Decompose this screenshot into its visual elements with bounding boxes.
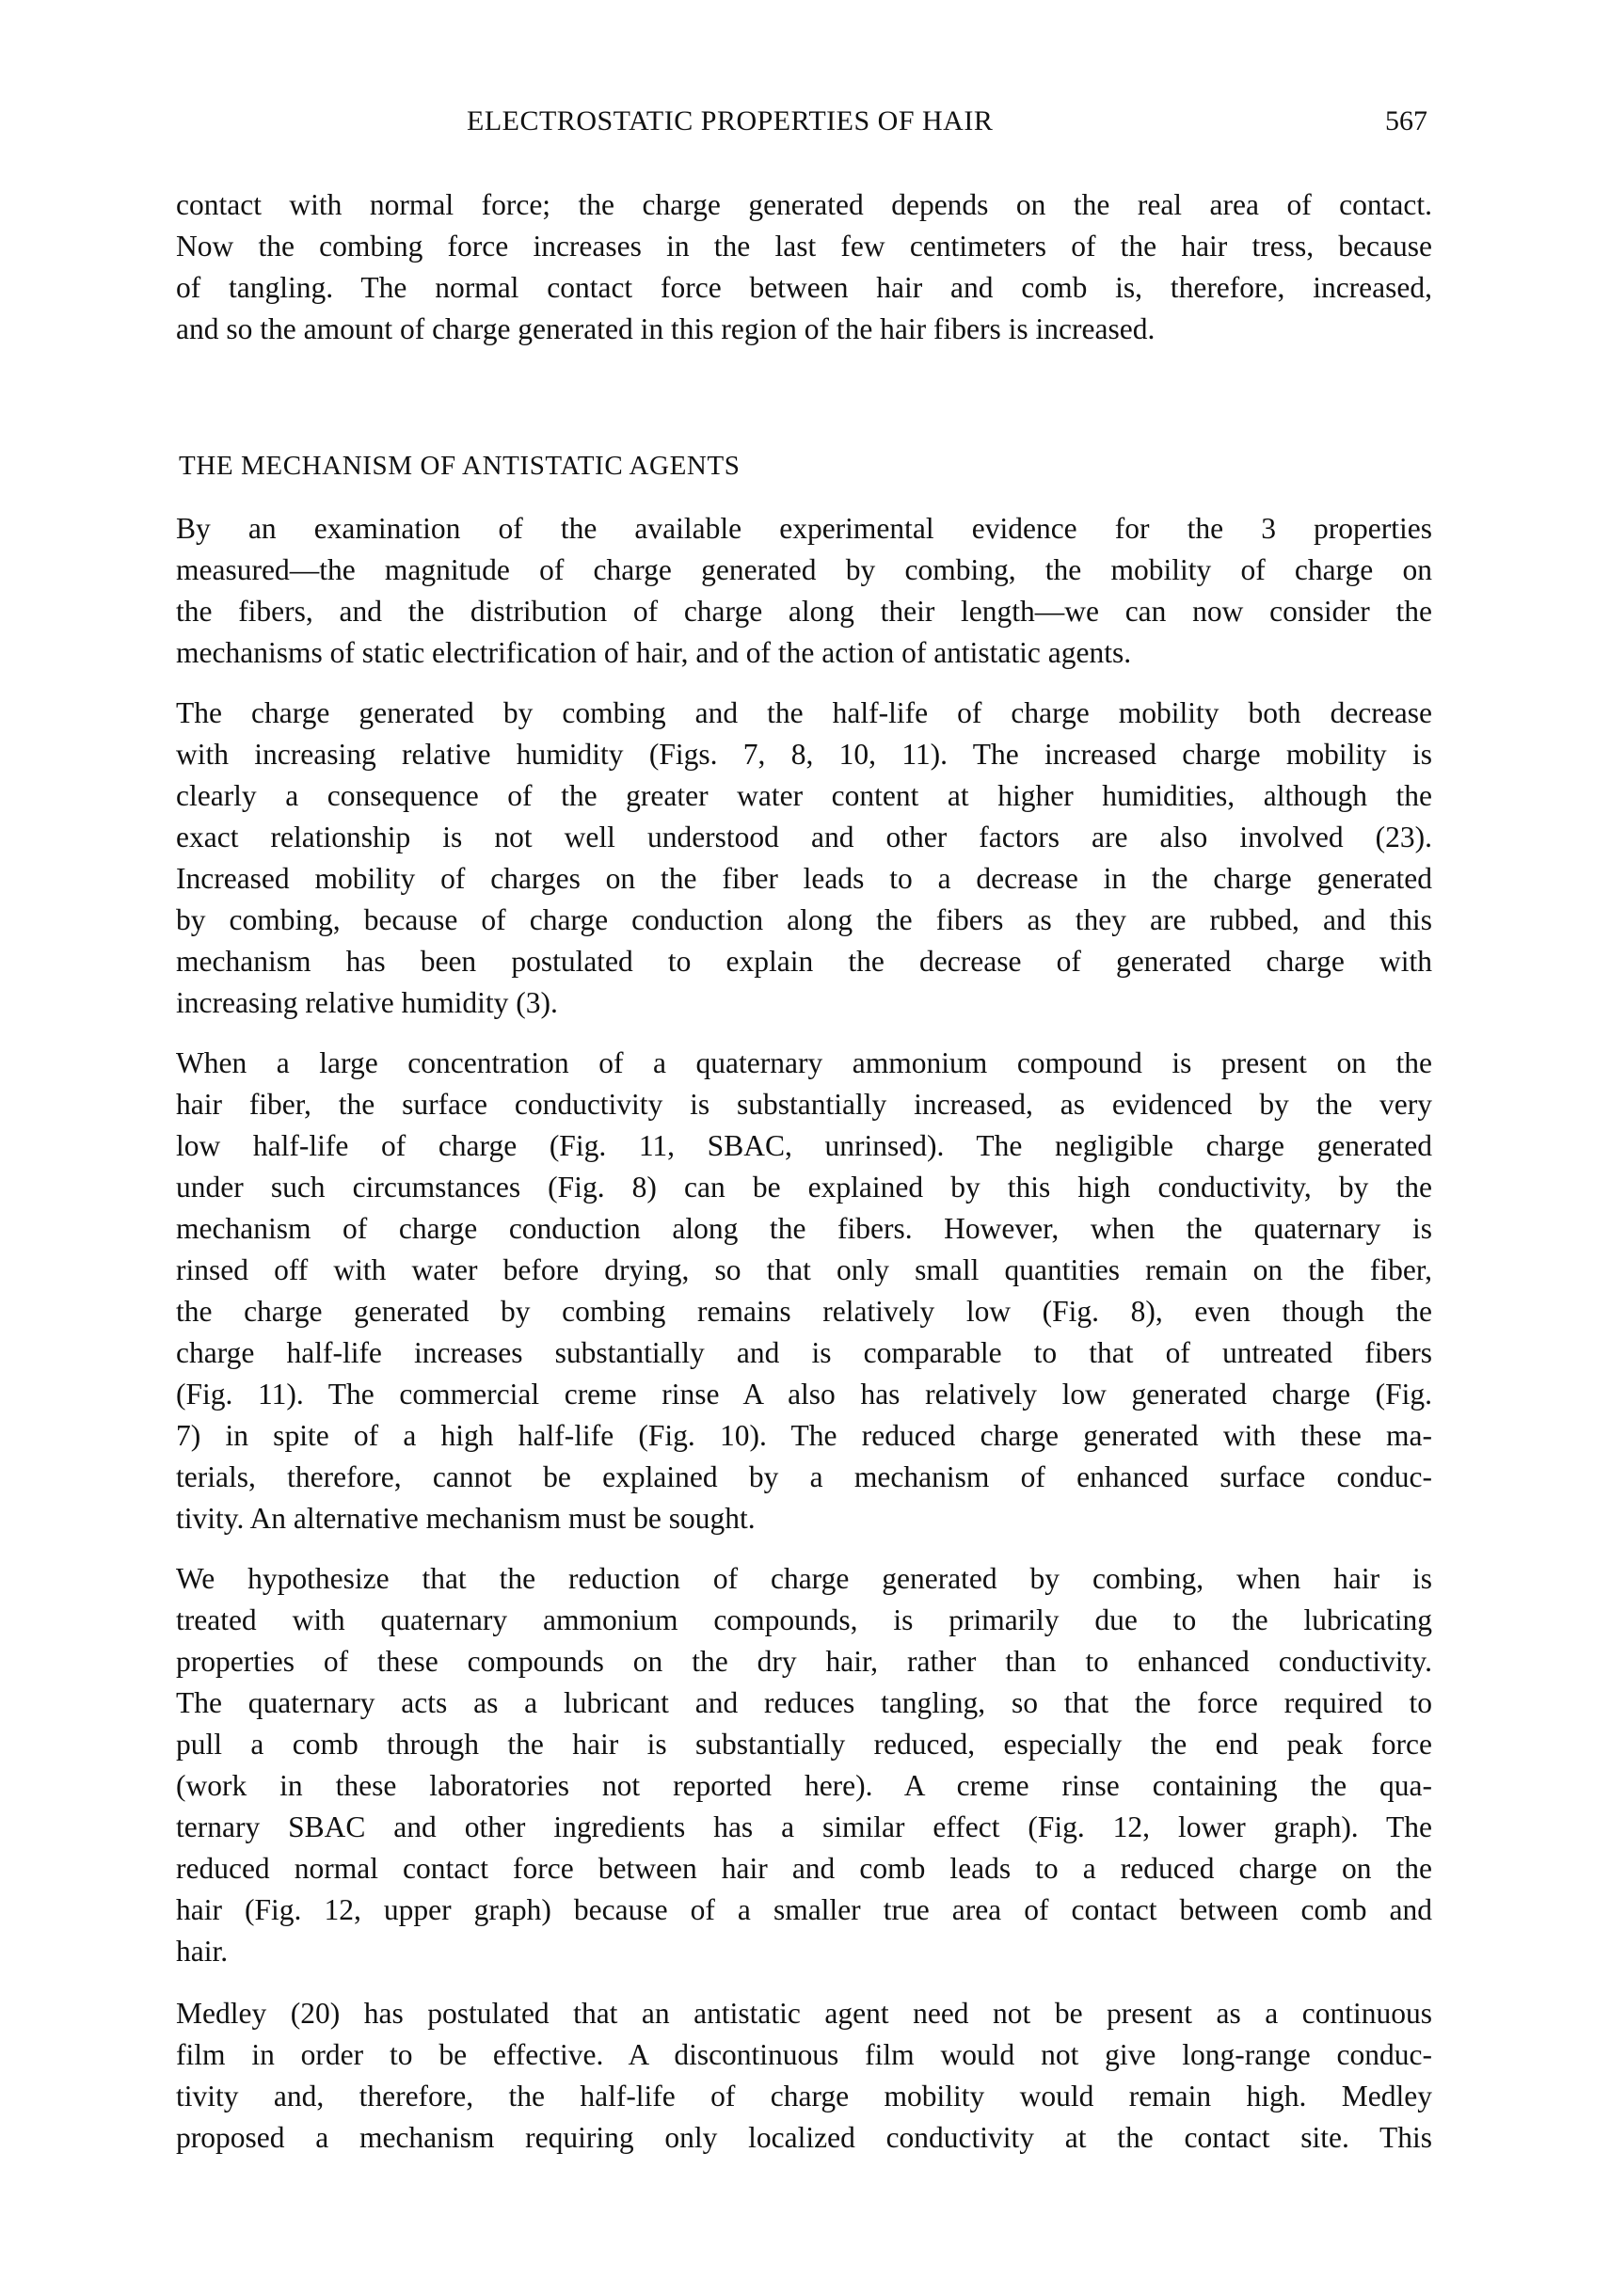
text-line: under such circumstances (Fig. 8) can be explained by this high conductivity, by the [176,1171,1432,1204]
text-line: low half-life of charge (Fig. 11, SBAC, unrinsed). The negligible charge generated [176,1129,1432,1162]
text-line: charge half-life increases substantially and is comparable to that of untreated fibers [176,1336,1432,1369]
text-line: mechanisms of static electrification of hair, and of the action of antistatic agents. [176,636,1132,669]
text-line: tivity and, therefore, the half-life of charge mobility would remain high. Medley [176,2080,1432,2113]
text-line: increasing relative humidity (3). [176,986,558,1019]
text-line: By an examination of the available experimental evidence for the 3 properties [176,512,1432,545]
text-line: of tangling. The normal contact force between hair and comb is, therefore, increased, [176,271,1432,304]
text-line: pull a comb through the hair is substantially reduced, especially the end peak force [176,1728,1432,1761]
text-line: reduced normal contact force between hair and comb leads to a reduced charge on the [176,1852,1432,1885]
text-line: mechanism of charge conduction along the fibers. However, when the quaternary is [176,1212,1432,1245]
text-line: mechanism has been postulated to explain the decrease of generated charge with [176,945,1432,978]
page-number: 567 [1385,105,1427,136]
text-line: (Fig. 11). The commercial creme rinse A also has relatively low generated charge (Fig. [176,1378,1432,1411]
text-line: exact relationship is not well understood and other factors are also involved (23). [176,821,1432,853]
text-line: The charge generated by combing and the half-life of charge mobility both decrease [176,696,1432,729]
text-line: 7) in spite of a high half-life (Fig. 10). The reduced charge generated with these ma- [176,1419,1432,1452]
text-line: Now the combing force increases in the last few centimeters of the hair tress, because [176,230,1432,263]
text-line: clearly a consequence of the greater water content at higher humidities, although the [176,779,1432,812]
text-line: and so the amount of charge generated in this region of the hair fibers is increased. [176,312,1156,345]
text-line: Medley (20) has postulated that an antistatic agent need not be present as a continuous [176,1997,1432,2030]
text-line: contact with normal force; the charge generated depends on the real area of contact. [176,188,1432,221]
text-line: hair fiber, the surface conductivity is substantially increased, as evidenced by the very [176,1088,1432,1121]
text-line: rinsed off with water before drying, so that only small quantities remain on the fiber, [176,1253,1432,1286]
text-line: with increasing relative humidity (Figs. 7, 8, 10, 11). The increased charge mobility is [176,738,1432,771]
text-line: We hypothesize that the reduction of charge generated by combing, when hair is [176,1562,1432,1595]
running-header-title: ELECTROSTATIC PROPERTIES OF HAIR [467,105,994,136]
text-line: terials, therefore, cannot be explained by a mechanism of enhanced surface conduc- [176,1460,1432,1493]
text-line: hair (Fig. 12, upper graph) because of a smaller true area of contact between comb and [176,1893,1432,1926]
text-line: (work in these laboratories not reported here). A creme rinse containing the qua- [176,1769,1432,1802]
text-line: ternary SBAC and other ingredients has a similar effect (Fig. 12, lower graph). The [176,1810,1432,1843]
text-line: Increased mobility of charges on the fiber leads to a decrease in the charge generated [176,862,1432,895]
text-line: film in order to be effective. A discontinuous film would not give long-range conduc- [176,2038,1432,2071]
text-line: When a large concentration of a quaternary ammonium compound is present on the [176,1046,1432,1079]
text-line: measured—the magnitude of charge generated by combing, the mobility of charge on [176,553,1432,586]
section-heading: THE MECHANISM OF ANTISTATIC AGENTS [179,451,741,481]
text-line: the fibers, and the distribution of charge along their length—we can now consider the [176,595,1432,628]
text-line: proposed a mechanism requiring only localized conductivity at the contact site. This [176,2121,1432,2154]
text-line: properties of these compounds on the dry hair, rather than to enhanced conductivity. [176,1645,1432,1678]
text-line: treated with quaternary ammonium compounds, is primarily due to the lubricating [176,1603,1432,1636]
text-line: tivity. An alternative mechanism must be sought. [176,1502,756,1535]
text-line: the charge generated by combing remains relatively low (Fig. 8), even though the [176,1295,1432,1328]
text-line: by combing, because of charge conduction along the fibers as they are rubbed, and this [176,903,1432,936]
text-line: hair. [176,1935,229,1968]
text-line: The quaternary acts as a lubricant and reduces tangling, so that the force required to [176,1686,1432,1719]
